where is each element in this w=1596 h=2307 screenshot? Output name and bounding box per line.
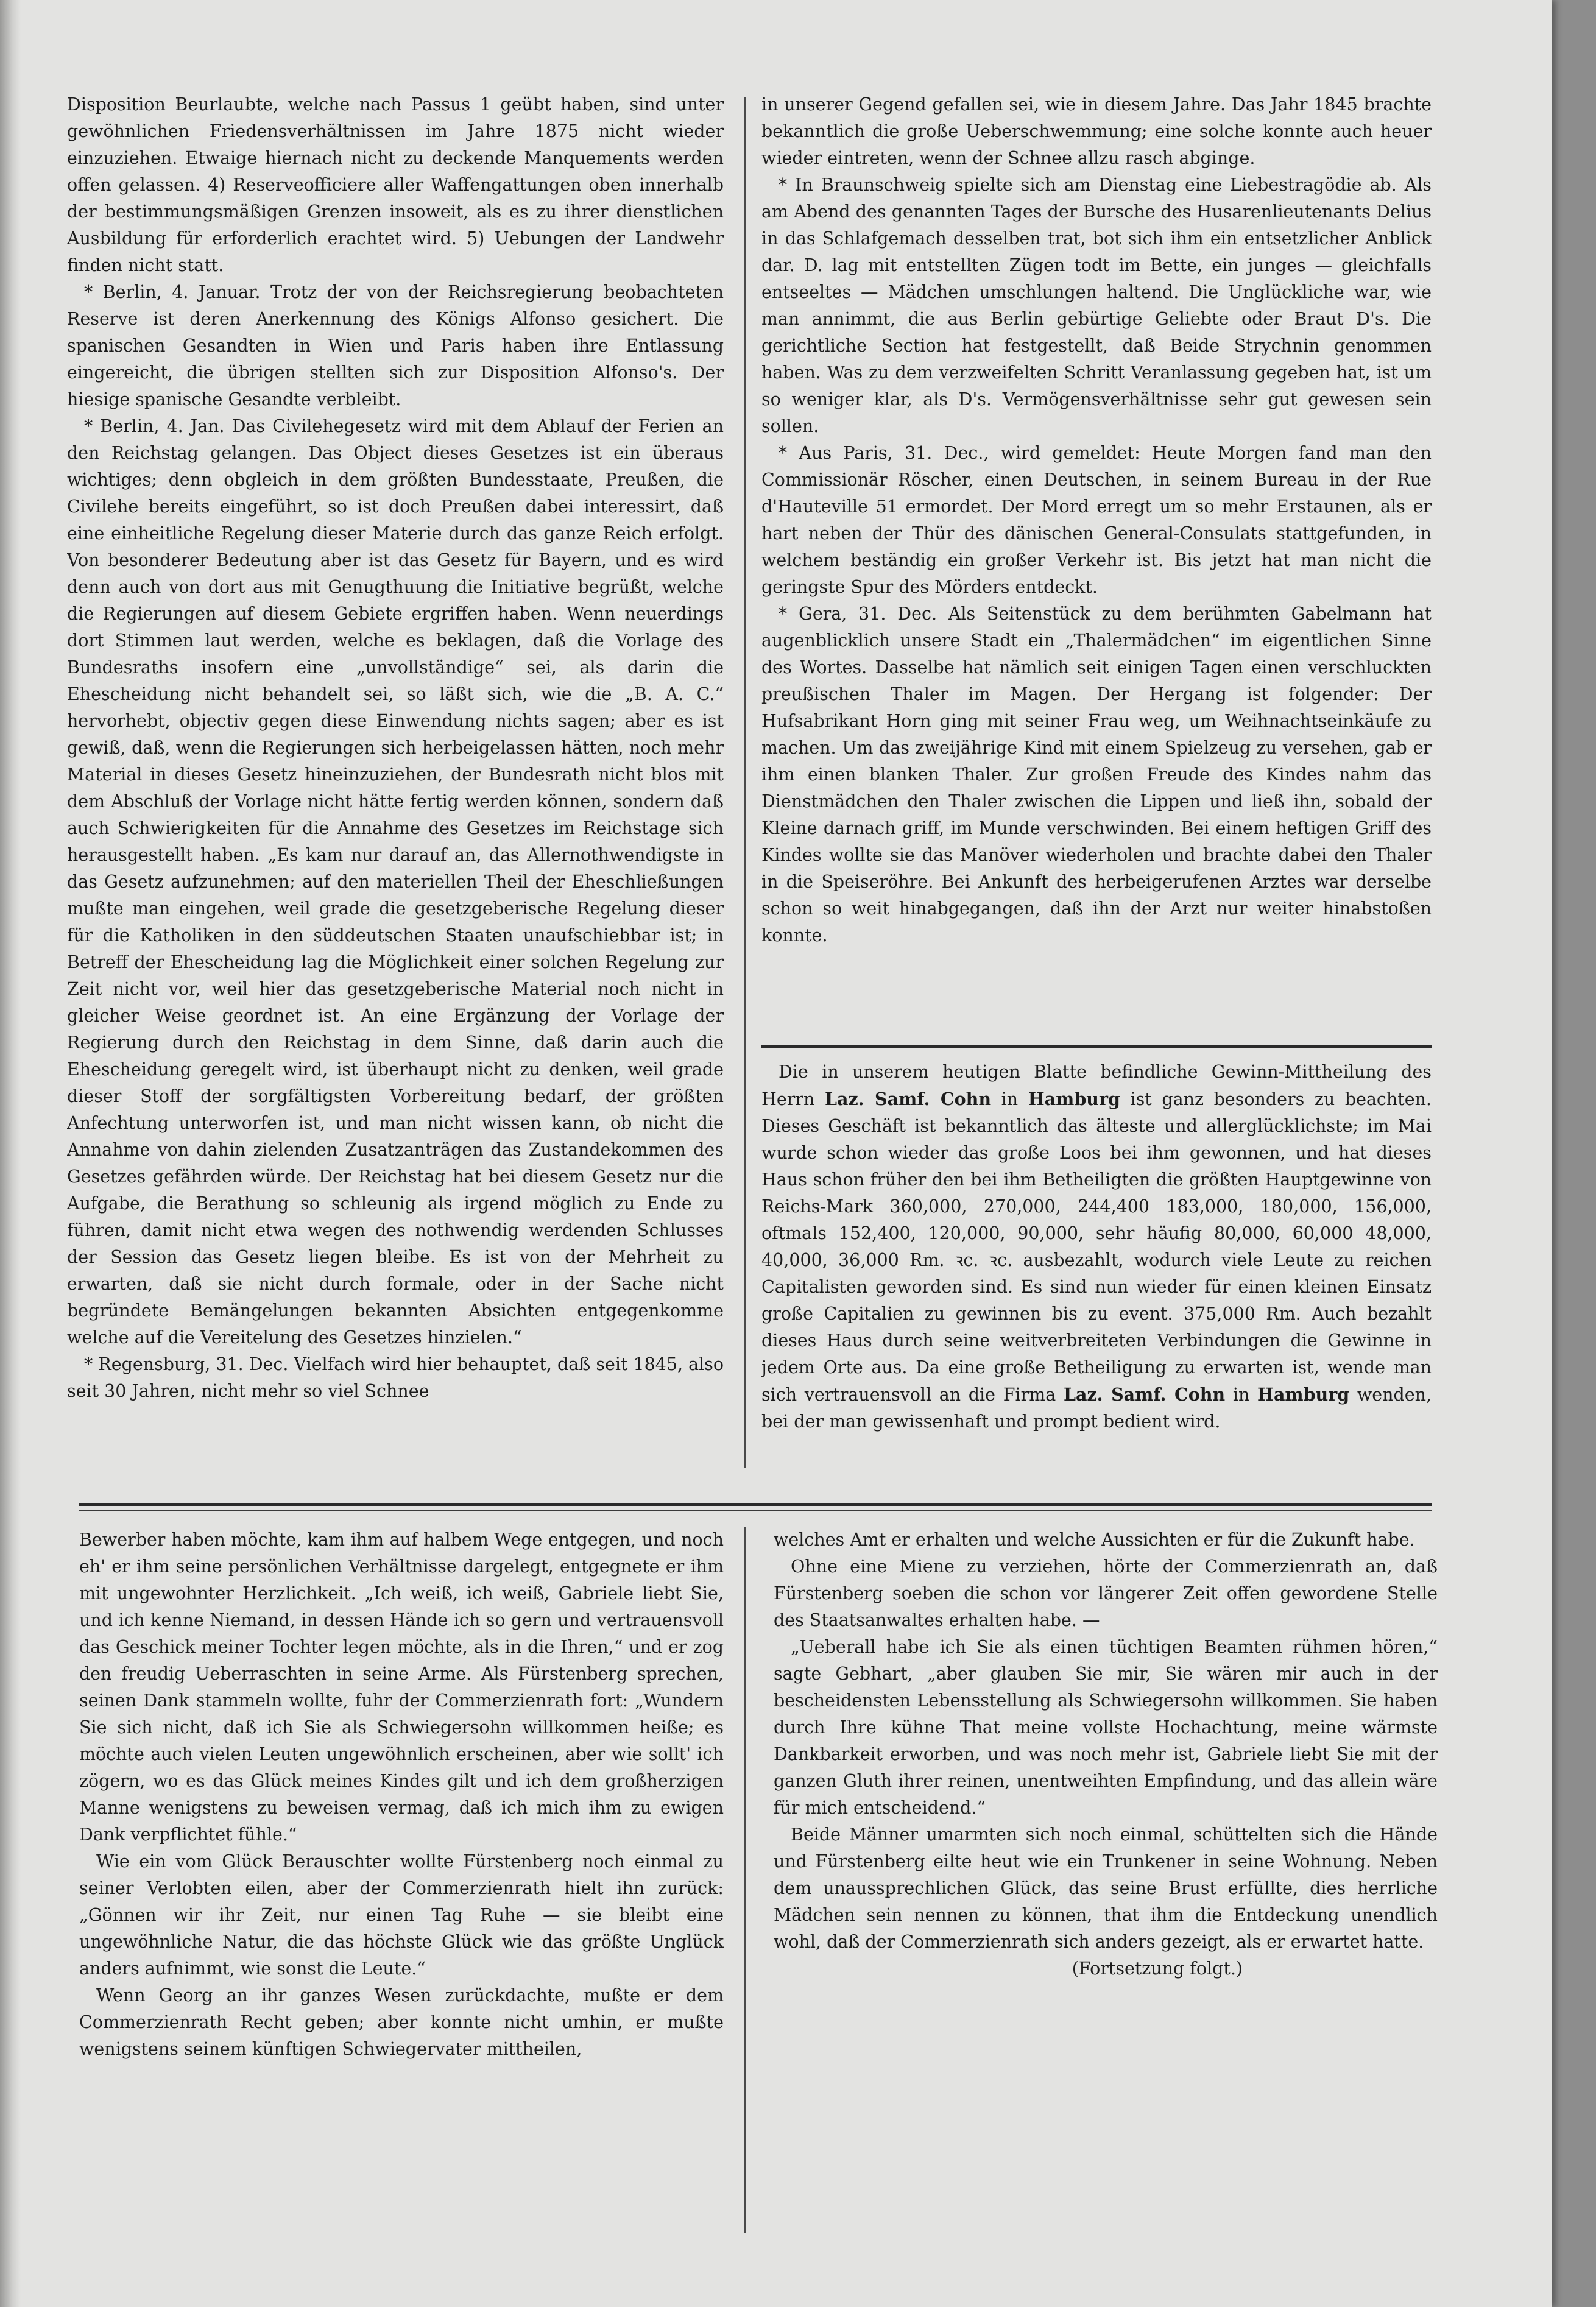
feuilleton-right-column [774,1527,1438,2233]
continuation-note: (Fortsetzung folgt.) [1072,1959,1243,1979]
city-name: Hamburg [1028,1089,1120,1109]
article-paragraph: * Aus Paris, 31. Dec., wird gemeldet: Heute Morgen fand man den Commissionär Röscher, einen Deutschen, in seinem Bureau in der Rue d'Hauteville 51 ermordet. Der Mord erregt um so mehr Erstaunen, als er hart neben der Thür des dänischen General-Consulats stattgefunden, in welchem beständig ein großer Verkehr ist. Bis jetzt hat man nicht die geringste Spur des Mörders entdeckt. [761,443,1432,597]
notice-text: Die in unserem heutigen Blatte befindliche Gewinn-Mittheilung des Herrn [761,1062,1432,1109]
story-paragraph: Bewerber haben möchte, kam ihm auf halbem Wege entgegen, und noch eh' er ihm seine persönlichen Verhältnisse dargelegt, entgegnete er ihm mit ungewohnter Herzlichkeit. „Ich weiß, ich weiß, Gabriele liebt Sie, und ich kenne Niemand, in dessen Hände ich so gern und vertrauensvoll das Geschick meiner Tochter legen möchte, als in die Ihren,“ und er zog den freudig Ueberraschten in seine Arme. Als Fürstenberg sprechen, seinen Dank stammeln wollte, fuhr der Commerzienrath fort: „Wundern Sie sich nicht, daß ich Sie als Schwiegersohn willkommen heiße; es möchte auch vielen Leuten ungewöhnlich erscheinen, aber wie sollt' ich zögern, wo es das Glück meines Kindes gilt und ich dem großherzigen Manne wenigstens zu beweisen vermag, daß ich mich ihm zu ewigen Dank verpflichtet fühle.“ [79,1530,724,1845]
article-paragraph: * Regensburg, 31. Dec. Vielfach wird hier behauptet, daß seit 1845, also seit 30 Jahren, nicht mehr so viel Schnee [67,1354,724,1401]
story-paragraph: Wie ein vom Glück Berauschter wollte Fürstenberg noch einmal zu seiner Verlobten eilen, aber der Commerzienrath hielt ihn zurück: „Gönnen wir ihr Zeit, nur einen Tag Ruhe — sie bleibt eine ungewöhnliche Natur, die das höchste Glück wie das größte Unglück anders aufnimmt, wie sonst die Leute.“ [79,1851,724,1979]
notice-text: in [1001,1089,1019,1109]
feuilleton-separator-thin [79,1510,1432,1511]
story-paragraph: welches Amt er erhalten und welche Aussichten er für die Zukunft habe. [774,1530,1415,1550]
story-paragraph: Beide Männer umarmten sich noch einmal, schüttelten sich die Hände und Fürstenberg eilte heut wie ein Trunkener in seine Wohnung. Neben dem unaussprechlichen Glück, das seine Brust erfüllte, dies herrliche Mädchen sein nennen zu können, that ihm die Entdeckung unendlich wohl, daß der Commerzienrath sich anders gezeigt, als er erwartet hatte. [774,1825,1438,1952]
story-paragraph: „Ueberall habe ich Sie als einen tüchtigen Beamten rühmen hören,“ sagte Gebhart, „aber glauben Sie mir, Sie wären mir auch in der bescheidensten Lebensstellung als Schwiegersohn willkommen. Sie haben durch Ihre kühne That meine vollste Hochachtung, meine wärmste Dankbarkeit erworben, und was noch mehr ist, Gabriele liebt Sie mit der ganzen Gluth ihrer reinen, unentweihten Empfindung, und das allein wäre für mich entscheidend.“ [774,1637,1438,1818]
top-right-column [761,91,1432,1047]
notice-text: in [1232,1385,1250,1405]
top-left-column [67,91,724,1444]
page-spine-shadow [0,0,21,2307]
notice-paragraph [761,1059,1432,1435]
firm-name: Laz. Samf. Cohn [1063,1384,1226,1405]
advert-separator [761,1045,1432,1048]
article-paragraph: * In Braunschweig spielte sich am Dienstag eine Liebestragödie ab. Als am Abend des genannten Tages der Bursche des Husarenlieutenants Delius in das Schlafgemach desselben trat, bot sich ihm ein entsetzlicher Anblick dar. D. lag mit entstellten Zügen todt im Bette, ein junges — gleichfalls entseeltes — Mädchen umschlungen haltend. Die Unglückliche war, wie man annimmt, die aus Berlin gebürtige Geliebte oder Braut D's. Die gerichtliche Section hat festgestellt, daß Beide Strychnin genommen haben. Was zu dem verzweifelten Schritt Veranlassung gegeben hat, ist um so weniger klar, als D's. Vermögensverhältnisse sehr gut gewesen sein sollen. [761,175,1432,436]
firm-name: Laz. Samf. Cohn [824,1089,992,1109]
article-paragraph: * Berlin, 4. Januar. Trotz der von der Reichsregierung beobachteten Reserve ist deren Anerkennung des Königs Alfonso gesichert. Die spanischen Gesandten in Wien und Paris haben ihre Entlassung eingereicht, die übrigen stellten sich zur Disposition Alfonso's. Der hiesige spanische Gesandte verbleibt. [67,282,724,409]
city-name: Hamburg [1257,1384,1350,1405]
column-divider [744,1527,746,2233]
story-paragraph: Ohne eine Miene zu verziehen, hörte der Commerzienrath an, daß Fürstenberg soeben die schon vor längerer Zeit offen gewordene Stelle des Staatsanwaltes erhalten habe. — [774,1556,1438,1630]
lottery-notice [761,1059,1432,1467]
article-paragraph: in unserer Gegend gefallen sei, wie in diesem Jahre. Das Jahr 1845 brachte bekanntlich die große Ueberschwemmung; eine solche konnte auch heuer wieder eintreten, wenn der Schnee allzu rasch abginge. [761,94,1432,168]
notice-text: wenden, bei der man gewissenhaft und prompt bedient wird. [761,1385,1432,1432]
article-paragraph: * Berlin, 4. Jan. Das Civilehegesetz wird mit dem Ablauf der Ferien an den Reichstag gelangen. Das Object dieses Gesetzes ist ein überaus wichtiges; denn obgleich in dem größten Bundesstaate, Preußen, die Civilehe bereits eingeführt, so ist doch Preußen dabei interessirt, daß eine einheitliche Regelung dieser Materie durch das ganze Reich erfolgt. Von besonderer Bedeutung aber ist das Gesetz für Bayern, und es wird denn auch von dort aus mit Genugthuung die Initiative begrüßt, welche die Regierungen auf diesem Gebiete ergriffen haben. Wenn neuerdings dort Stimmen laut werden, welche es beklagen, daß die Vorlage des Bundesraths insofern eine „unvollständige“ sei, als darin die Ehescheidung nicht behandelt sei, so läßt sich, wie die „B. A. C.“ hervorhebt, objectiv gegen diese Einwendung nichts sagen; aber es ist gewiß, daß, wenn die Regierungen sich herbeigelassen hätten, noch mehr Material in dieses Gesetz hineinzuziehen, der Bundesrath nicht blos mit dem Abschluß der Vorlage nicht hätte fertig werden können, sondern daß auch Schwierigkeiten für die Annahme des Gesetzes im Reichstage sich herausgestellt haben. „Es kam nur darauf an, das Allernothwendigste in das Gesetz aufzunehmen; auf den materiellen Theil der Eheschließungen mußte man eingehen, weil grade die gesetzgeberische Regelung dieser für die Katholiken in den süddeutschen Staaten unaufschiebbar ist; in Betreff der Ehescheidung lag die Möglichkeit einer solchen Regelung zur Zeit nicht vor, weil hier das gesetzgeberische Material noch nicht in gleicher Weise geordnet ist. An eine Ergänzung der Vorlage der Regierung durch den Reichstag in dem Sinne, daß darin auch die Ehescheidung geregelt wird, ist überhaupt nicht zu denken, weil grade dieser Stoff der sorgfältigsten Vorbereitung bedarf, der größten Anfechtung unterworfen ist, und man nicht wissen kann, ob nicht die Annahme von dahin zielenden Zusatzanträgen das Zustandekommen des Gesetzes gefährden würde. Der Reichstag hat bei diesem Gesetz nur die Aufgabe, die Berathung so schleunig als irgend möglich zu Ende zu führen, damit nicht etwa wegen des nothwendig werdenden Schlusses der Session das Gesetz liegen bleibe. Es ist von der Mehrheit zu erwarten, daß sie nicht durch formale, oder in der Sache nicht begründete Bemängelungen bekannten Absichten entgegenkomme welche auf die Vereitelung des Gesetzes hinzielen.“ [67,416,724,1348]
story-paragraph: Wenn Georg an ihr ganzes Wesen zurückdachte, mußte er dem Commerzienrath Recht geben; aber konnte nicht umhin, er mußte wenigstens seinem künftigen Schwiegervater mittheilen, [79,1985,724,2059]
feuilleton-left-column [79,1527,724,2233]
article-paragraph: * Gera, 31. Dec. Als Seitenstück zu dem berühmten Gabelmann hat augenblicklich unsere Stadt ein „Thalermädchen“ im eigentlichen Sinne des Wortes. Dasselbe hat nämlich seit einigen Tagen einen verschluckten preußischen Thaler im Magen. Der Hergang ist folgender: Der Hufsabrikant Horn ging mit seiner Frau weg, um Weihnachtseinkäufe zu machen. Um das zweijährige Kind mit einem Spielzeug zu versehen, gab er ihm einen blanken Thaler. Zur großen Freude des Kindes nahm das Dienstmädchen den Thaler zwischen die Lippen und ließ ihn, sobald der Kleine darnach griff, im Munde verschwinden. Bei einem heftigen Griff des Kindes wollte sie das Manöver wiederholen und brachte dabei den Thaler in die Speiseröhre. Bei Ankunft des herbeigerufenen Arztes war derselbe schon so weit hinabgegangen, daß ihn der Arzt nur weiter hinabstoßen konnte. [761,604,1432,945]
column-divider [744,97,746,1468]
feuilleton-separator [79,1503,1432,1506]
notice-text: ist ganz besonders zu beachten. Dieses Geschäft ist bekanntlich das älteste und allerglücklichste; im Mai wurde schon wieder das große Loos bei ihm gewonnen, und hat dieses Haus schon früher den bei ihm Betheiligten die größten Hauptgewinne von Reichs-Mark 360,000, 270,000, 244,400 183,000, 180,000, 156,000, oftmals 152,400, 120,000, 90,000, sehr häufig 80,000, 60,000 48,000, 40,000, 36,000 Rm. ꝛc. ꝛc. ausbezahlt, wodurch viele Leute zu reichen Capitalisten geworden sind. Es sind nun wieder für einen kleinen Einsatz große Capitalien zu gewinnen bis zu event. 375,000 Rm. Auch bezahlt dieses Haus durch seine weitverbreiteten Verbindungen die Gewinne in jedem Orte aus. Da eine große Betheiligung zu erwarten ist, wende man sich vertrauensvoll an die Firma [761,1089,1432,1405]
article-paragraph: Disposition Beurlaubte, welche nach Passus 1 geübt haben, sind unter gewöhnlichen Friedensverhältnissen im Jahre 1875 nicht wieder einzuziehen. Etwaige hiernach nicht zu deckende Manquements werden offen gelassen. 4) Reserveofficiere aller Waffengattungen oben innerhalb der bestimmungsmäßigen Grenzen insoweit, als es zu ihrer dienstlichen Ausbildung für erforderlich erachtet wird. 5) Uebungen der Landwehr finden nicht statt. [67,94,724,275]
